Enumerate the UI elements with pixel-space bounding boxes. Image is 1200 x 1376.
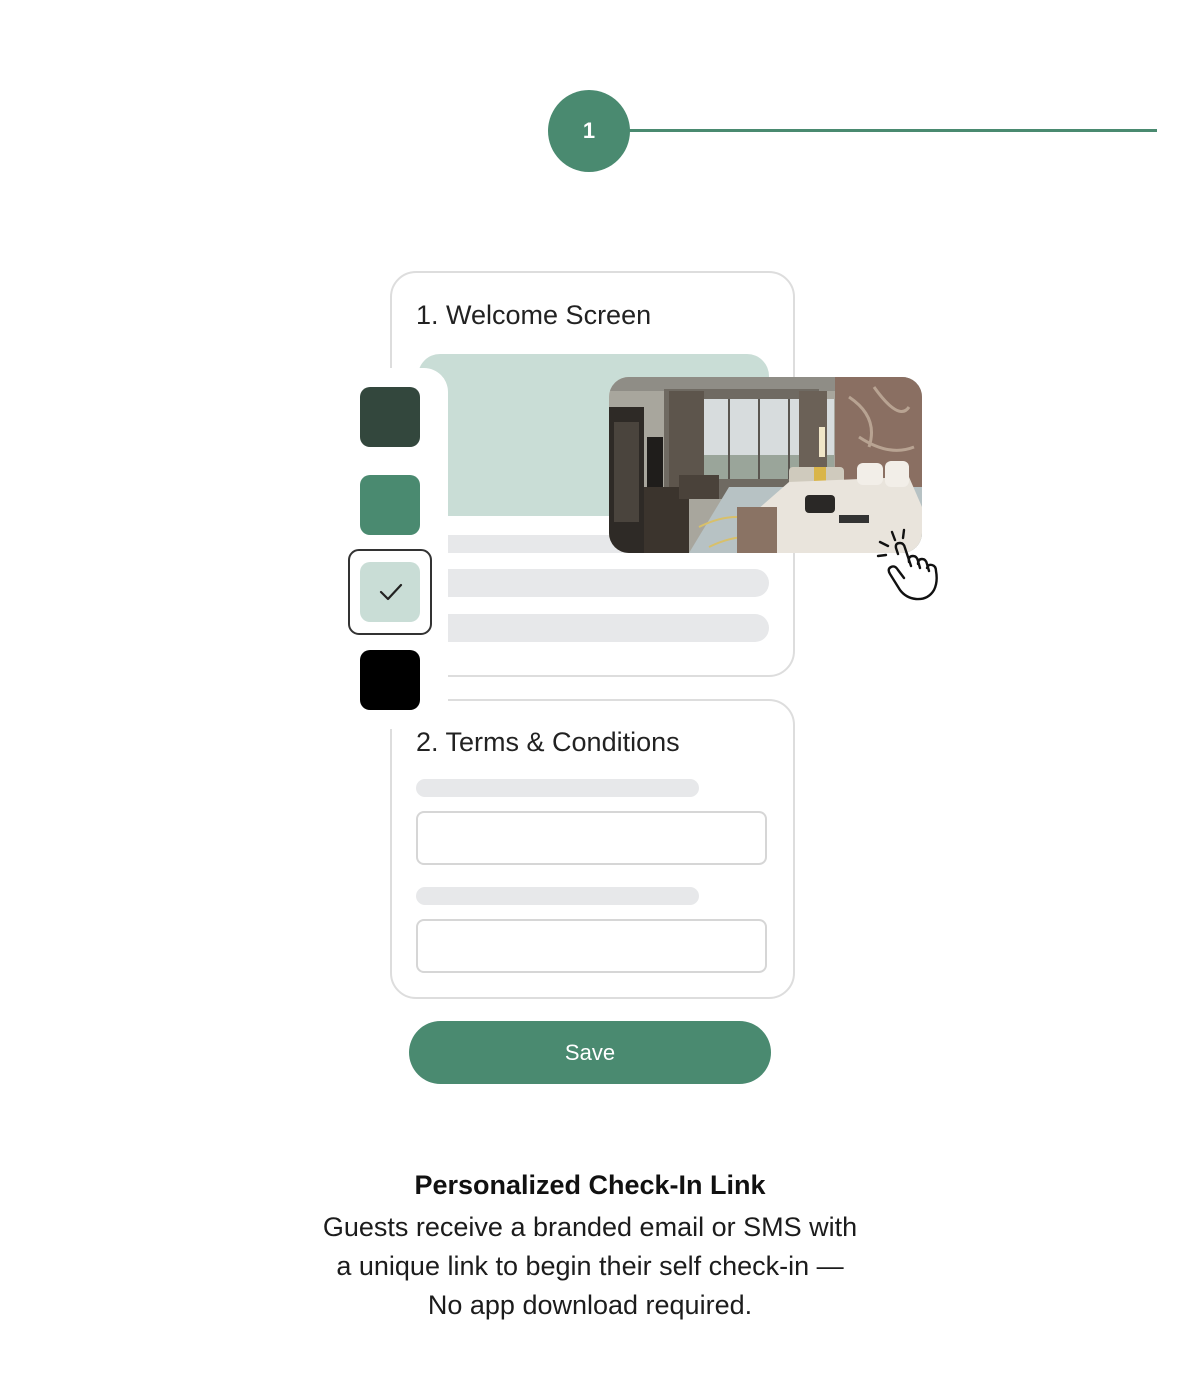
description-line: Guests receive a branded email or SMS with <box>322 1212 858 1242</box>
terms-conditions-card <box>390 699 795 999</box>
terms-input-field[interactable] <box>416 919 767 973</box>
color-swatch-green[interactable] <box>360 475 420 535</box>
feature-title: Personalized Check-In Link <box>414 1170 766 1200</box>
skeleton-line <box>418 614 769 642</box>
save-button[interactable]: Save <box>409 1021 771 1084</box>
terms-conditions-title: 2. Terms & Conditions <box>416 727 680 757</box>
color-swatch-dark-green[interactable] <box>360 387 420 447</box>
field-label-placeholder <box>416 887 699 905</box>
step-progress-line <box>628 129 1157 132</box>
description-line: a unique link to begin their self check-in — <box>336 1251 844 1281</box>
pointing-hand-icon <box>872 524 952 604</box>
field-label-placeholder <box>416 779 699 797</box>
welcome-screen-title: 1. Welcome Screen <box>416 300 652 330</box>
feature-description <box>200 1208 980 1325</box>
description-line: No app download required. <box>427 1290 753 1320</box>
color-swatch-black[interactable] <box>360 650 420 710</box>
check-icon <box>378 580 404 604</box>
terms-input-field[interactable] <box>416 811 767 865</box>
step-indicator <box>548 90 630 172</box>
step-number: 1 <box>582 118 596 143</box>
skeleton-line <box>418 569 769 597</box>
